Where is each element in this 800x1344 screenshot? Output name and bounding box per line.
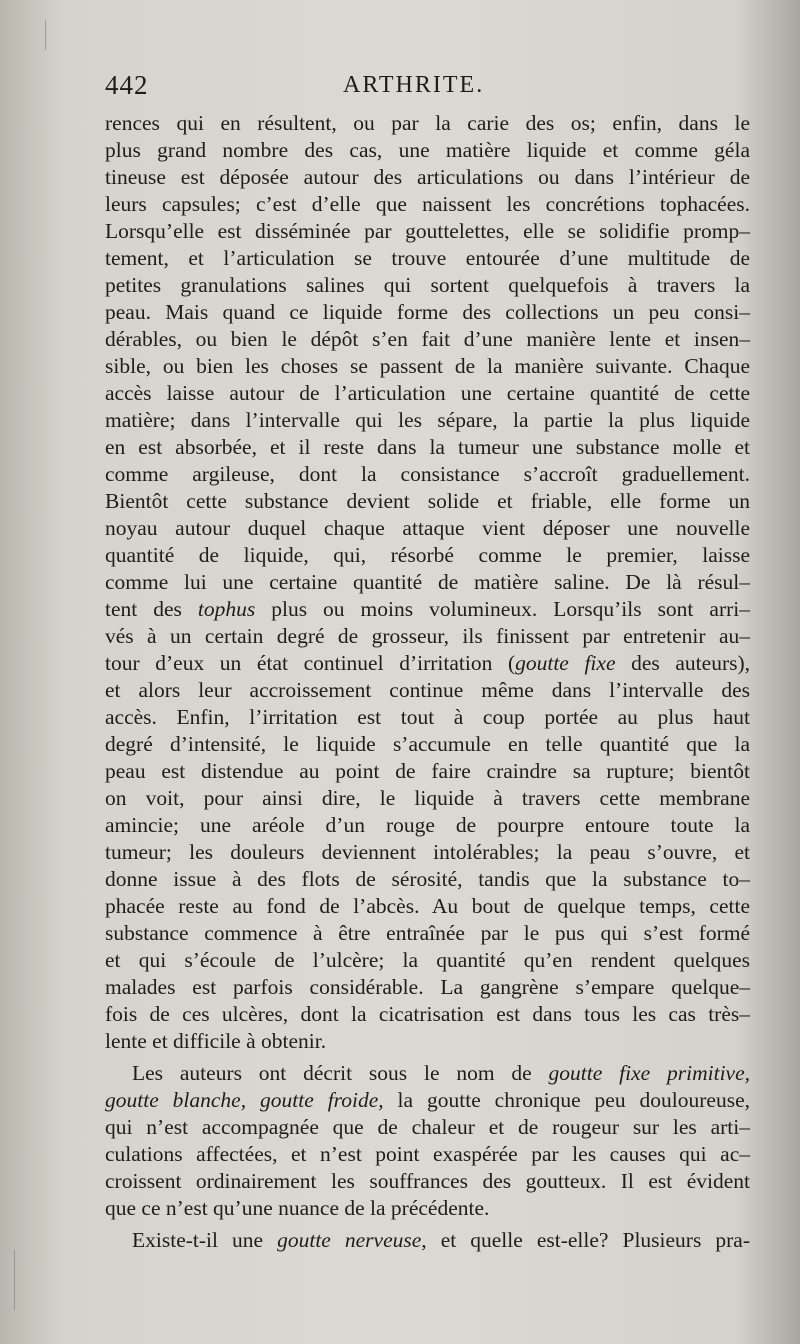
text-line: lente et difficile à obtenir. xyxy=(105,1029,327,1053)
text-line: quantité de liquide, qui, résorbé comme le premier, laisse xyxy=(105,543,750,567)
text-line: donne issue à des flots de sérosité, tandis que la substance to– xyxy=(105,867,750,891)
text-line: accès. Enfin, l’irritation est tout à coup portée au plus haut xyxy=(105,705,750,729)
text-line: on voit, pour ainsi dire, le liquide à travers cette membrane xyxy=(105,786,750,810)
text-line-goutte-fixe-primitive xyxy=(105,1060,750,1087)
text-line: et alors leur accroissement continue même dans l’intervalle des xyxy=(105,678,750,702)
text-line-goutte-nerveuse xyxy=(105,1227,750,1254)
text-line: tineuse est déposée autour des articulations ou dans l’intérieur de xyxy=(105,165,750,189)
page-number: 442 xyxy=(105,70,149,100)
text-line: matière; dans l’intervalle qui les sépare, la partie la plus liquide xyxy=(105,408,750,432)
page-edge-mark xyxy=(14,1250,15,1310)
text-line: culations affectées, et n’est point exaspérée par les causes qui ac– xyxy=(105,1142,750,1166)
text-line: en est absorbée, et il reste dans la tumeur une substance molle et xyxy=(105,435,750,459)
text-line: sible, ou bien les choses se passent de la manière suivante. Chaque xyxy=(105,354,750,378)
text-line: amincie; une aréole d’un rouge de pourpre entoure toute la xyxy=(105,813,750,837)
text-line: et qui s’écoule de l’ulcère; la quantité qu’en rendent quelques xyxy=(105,948,750,972)
text-line: peau. Mais quand ce liquide forme des collections un peu consi– xyxy=(105,300,750,324)
text-line-goutte-blanche xyxy=(105,1087,750,1114)
text-line: tement, et l’articulation se trouve entourée d’une multitude de xyxy=(105,246,750,270)
text-line: vés à un certain degré de grosseur, ils finissent par entretenir au– xyxy=(105,624,750,648)
text-run: Les auteurs ont décrit sous le nom de xyxy=(132,1061,549,1085)
page-header xyxy=(105,70,750,106)
italic-term-goutte-fixe-primitive: goutte fixe primitive, xyxy=(548,1061,750,1085)
text-line: noyau autour duquel chaque attaque vient déposer une nouvelle xyxy=(105,516,750,540)
text-run: tent des xyxy=(105,597,198,621)
text-run: la goutte chronique peu douloureuse, xyxy=(383,1088,750,1112)
text-line: qui n’est accompagnée que de chaleur et de rougeur sur les arti– xyxy=(105,1115,750,1139)
italic-term-goutte-nerveuse: goutte nerveuse xyxy=(277,1228,422,1252)
text-run: des auteurs), xyxy=(615,651,751,675)
text-line: Lorsqu’elle est disséminée par gouttelettes, elle se solidifie promp– xyxy=(105,219,750,243)
text-line: plus grand nombre des cas, une matière liquide et comme géla xyxy=(105,138,750,162)
text-line: comme argileuse, dont la consistance s’accroît graduellement. xyxy=(105,462,750,486)
text-line: malades est parfois considérable. La gangrène s’empare quelque– xyxy=(105,975,750,999)
italic-term-tophus: tophus xyxy=(197,597,256,621)
text-line: comme lui une certaine quantité de matière saline. De là résul– xyxy=(105,570,750,594)
text-line: accès laisse autour de l’articulation une certaine quantité de cette xyxy=(105,381,750,405)
text-line: leurs capsules; c’est d’elle que naissent les concrétions tophacées. xyxy=(105,192,750,216)
running-title: ARTHRITE. xyxy=(343,72,485,98)
page-edge-mark xyxy=(45,20,46,50)
text-run: , et quelle est-elle? Plusieurs pra- xyxy=(421,1228,750,1252)
text-line: croissent ordinairement les souffrances des goutteux. Il est évident xyxy=(105,1169,750,1193)
text-line: degré d’intensité, le liquide s’accumule en telle quantité que la xyxy=(105,732,750,756)
text-line-goutte-fixe xyxy=(105,650,750,677)
text-run: plus ou moins volumineux. Lorsqu’ils sont arri– xyxy=(255,597,750,621)
text-line: substance commence à être entraînée par le pus qui s’est formé xyxy=(105,921,750,945)
text-line: fois de ces ulcères, dont la cicatrisation est dans tous les cas très– xyxy=(105,1002,750,1026)
text-line: dérables, ou bien le dépôt s’en fait d’une manière lente et insen– xyxy=(105,327,750,351)
text-line: petites granulations salines qui sortent quelquefois à travers la xyxy=(105,273,750,297)
text-run: Existe-t-il une xyxy=(132,1228,278,1252)
text-line: phacée reste au fond de l’abcès. Au bout de quelque temps, cette xyxy=(105,894,750,918)
text-run: tour d’eux un état continuel d’irritation ( xyxy=(105,651,516,675)
text-line: Bientôt cette substance devient solide et friable, elle forme un xyxy=(105,489,750,513)
text-line: que ce n’est qu’une nuance de la précédente. xyxy=(105,1196,490,1220)
text-line-tophus xyxy=(105,596,750,623)
text-line: rences qui en résultent, ou par la carie des os; enfin, dans le xyxy=(105,111,750,135)
text-line: peau est distendue au point de faire craindre sa rupture; bientôt xyxy=(105,759,750,783)
body-text xyxy=(105,110,750,1254)
italic-term-goutte-fixe: goutte fixe xyxy=(515,651,616,675)
italic-term-goutte-blanche: goutte blanche, goutte froide, xyxy=(105,1088,384,1112)
text-line: tumeur; les douleurs deviennent intolérables; la peau s’ouvre, et xyxy=(105,840,750,864)
